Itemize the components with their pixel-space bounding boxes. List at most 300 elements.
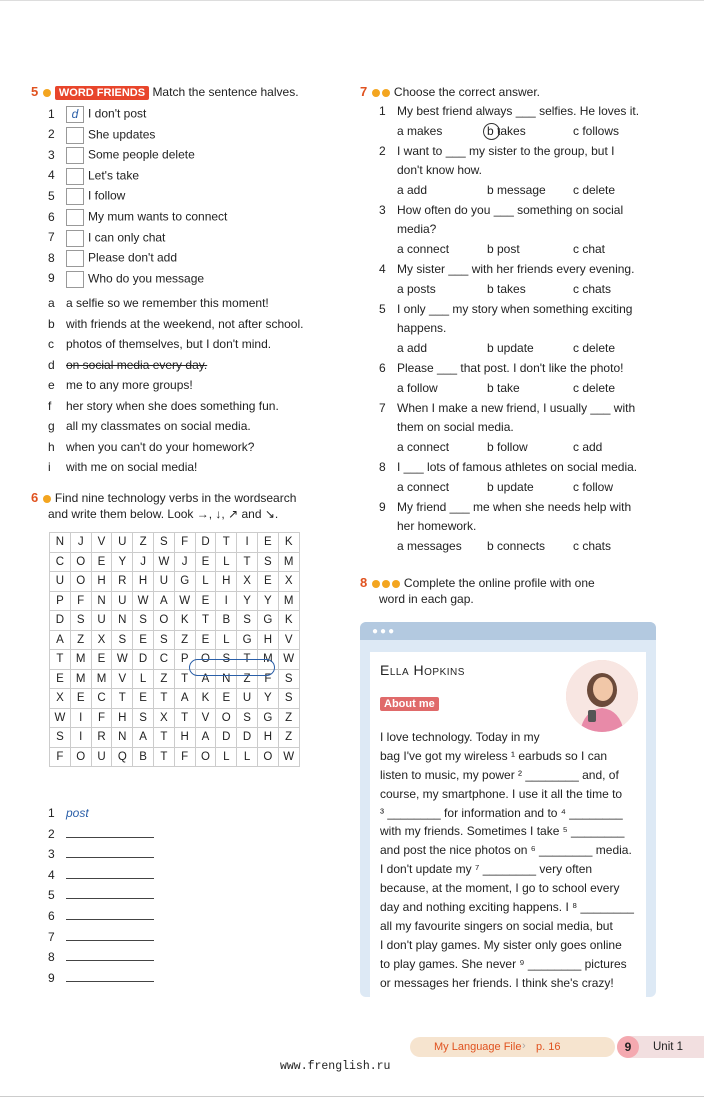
- answer-option[interactable]: b takes: [487, 282, 526, 296]
- answer-line: [48, 909, 154, 923]
- profile-name: Ella Hopkins: [380, 662, 465, 678]
- ending-item: [48, 317, 303, 331]
- grid-cell[interactable]: W: [112, 650, 133, 670]
- grid-cell[interactable]: L: [195, 572, 216, 592]
- item-number: 1: [48, 106, 55, 121]
- question-line: My best friend always ___ selfies. He loves it.: [397, 104, 640, 118]
- answer-box[interactable]: [66, 250, 84, 267]
- answer-blank[interactable]: [66, 868, 154, 879]
- grid-cell[interactable]: S: [50, 728, 71, 748]
- question-text: [379, 104, 639, 118]
- grid-cell[interactable]: E: [50, 669, 71, 689]
- answer-option[interactable]: c delete: [573, 183, 616, 197]
- ending-item: [48, 419, 251, 433]
- answer-blank[interactable]: [66, 950, 154, 961]
- question-number: 6: [379, 361, 386, 375]
- bottom-divider: [0, 1096, 704, 1097]
- grid-cell[interactable]: T: [112, 689, 133, 709]
- grid-cell[interactable]: V: [278, 630, 299, 650]
- ending-letter: f: [48, 398, 52, 413]
- item-text: My mum wants to connect: [88, 209, 228, 224]
- grid-cell[interactable]: D: [195, 533, 216, 553]
- grid-row: [50, 630, 300, 650]
- question-number: 4: [379, 262, 386, 276]
- grid-cell[interactable]: K: [278, 611, 299, 631]
- grid-cell[interactable]: W: [278, 650, 299, 670]
- grid-cell[interactable]: P: [174, 650, 195, 670]
- grid-cell[interactable]: T: [174, 669, 195, 689]
- grid-cell[interactable]: U: [153, 572, 174, 592]
- grid-cell[interactable]: S: [153, 630, 174, 650]
- grid-cell[interactable]: T: [153, 689, 174, 709]
- grid-cell[interactable]: Y: [257, 689, 278, 709]
- answer-number: 5: [48, 888, 55, 903]
- ending-item: [48, 460, 197, 474]
- question-line: I ___ lots of famous athletes on social media.: [397, 460, 638, 474]
- profile-text-line: with my friends. Sometimes I take ⁵ ________: [380, 824, 625, 839]
- question-line: I only ___ my story when something exciting: [397, 302, 633, 316]
- grid-cell[interactable]: N: [91, 591, 112, 611]
- answer-line: [48, 827, 154, 841]
- language-file-ref: My Language File › p. 16: [410, 1037, 615, 1057]
- grid-cell[interactable]: I: [216, 591, 237, 611]
- grid-cell[interactable]: H: [216, 572, 237, 592]
- answer-line: [48, 868, 154, 882]
- ending-letter: i: [48, 460, 51, 474]
- grid-cell[interactable]: A: [50, 630, 71, 650]
- ending-text: with me on social media!: [66, 460, 198, 474]
- grid-cell[interactable]: T: [50, 650, 71, 670]
- grid-cell[interactable]: M: [70, 650, 91, 670]
- ending-item: [48, 296, 269, 310]
- answer-option[interactable]: a connect: [397, 480, 450, 494]
- grid-cell[interactable]: Z: [174, 630, 195, 650]
- grid-cell[interactable]: S: [278, 689, 299, 709]
- grid-cell[interactable]: S: [70, 611, 91, 631]
- grid-cell[interactable]: E: [195, 630, 216, 650]
- grid-cell[interactable]: H: [112, 708, 133, 728]
- top-divider: [0, 0, 704, 1]
- difficulty-dot-icon: [392, 580, 400, 588]
- answer-box[interactable]: [66, 209, 84, 226]
- wordsearch-grid: [49, 532, 300, 767]
- item-number: 8: [48, 250, 55, 265]
- grid-cell[interactable]: N: [112, 728, 133, 748]
- difficulty-dot-icon: [372, 580, 380, 588]
- grid-row: [50, 728, 300, 748]
- grid-cell[interactable]: V: [91, 533, 112, 553]
- match-item: [48, 230, 165, 247]
- answer-blank[interactable]: [66, 888, 154, 899]
- grid-cell[interactable]: P: [50, 591, 71, 611]
- grid-cell[interactable]: G: [237, 630, 258, 650]
- answer-option[interactable]: c follows: [573, 124, 620, 138]
- grid-cell[interactable]: F: [91, 708, 112, 728]
- profile-text-line: I don't update my ⁷ ________ very often: [380, 862, 593, 877]
- grid-cell[interactable]: X: [237, 572, 258, 592]
- grid-cell[interactable]: Y: [257, 591, 278, 611]
- difficulty-dot-icon: [382, 580, 390, 588]
- grid-row: [50, 552, 300, 572]
- answer-option[interactable]: c follow: [573, 480, 614, 494]
- ending-text: her story when she does something fun.: [66, 398, 279, 413]
- answer-option[interactable]: a messages: [397, 539, 462, 553]
- grid-cell[interactable]: A: [133, 728, 154, 748]
- answer-blank[interactable]: [66, 827, 154, 838]
- answer-number: 9: [48, 970, 55, 985]
- exercise-instruction: Choose the correct answer.: [393, 85, 540, 99]
- profile-text: [380, 728, 646, 992]
- grid-cell[interactable]: T: [153, 747, 174, 767]
- ending-text: with friends at the weekend, not after school.: [66, 316, 304, 331]
- grid-cell[interactable]: I: [237, 533, 258, 553]
- grid-cell[interactable]: J: [174, 552, 195, 572]
- grid-cell[interactable]: H: [91, 572, 112, 592]
- grid-cell[interactable]: M: [70, 669, 91, 689]
- grid-cell[interactable]: W: [153, 552, 174, 572]
- question-text: [379, 262, 634, 276]
- grid-cell[interactable]: J: [133, 552, 154, 572]
- grid-cell[interactable]: V: [112, 669, 133, 689]
- grid-cell[interactable]: E: [133, 689, 154, 709]
- grid-cell[interactable]: A: [174, 689, 195, 709]
- difficulty-dot-icon: [372, 89, 380, 97]
- grid-cell[interactable]: Z: [153, 669, 174, 689]
- grid-cell[interactable]: N: [112, 611, 133, 631]
- grid-cell[interactable]: I: [70, 728, 91, 748]
- answer-number: 7: [48, 929, 55, 944]
- grid-cell[interactable]: M: [278, 552, 299, 572]
- grid-cell[interactable]: O: [70, 572, 91, 592]
- grid-cell[interactable]: A: [153, 591, 174, 611]
- grid-cell[interactable]: D: [216, 728, 237, 748]
- grid-cell[interactable]: C: [50, 552, 71, 572]
- grid-cell[interactable]: O: [70, 552, 91, 572]
- grid-cell[interactable]: W: [174, 591, 195, 611]
- difficulty-dot-icon: [43, 89, 51, 97]
- question-number: 3: [379, 203, 386, 217]
- grid-cell[interactable]: M: [257, 650, 278, 670]
- grid-cell[interactable]: S: [216, 650, 237, 670]
- exercise-instruction: Find nine technology verbs in the wordsearch: [54, 491, 297, 505]
- grid-row: [50, 747, 300, 767]
- answer-number: 3: [48, 847, 55, 862]
- profile-text-line: all my favourite singers on social media, but: [380, 918, 613, 933]
- grid-cell[interactable]: U: [50, 572, 71, 592]
- grid-cell[interactable]: F: [174, 533, 195, 553]
- grid-cell[interactable]: E: [133, 630, 154, 650]
- answer-box[interactable]: [66, 230, 84, 247]
- item-text: Who do you message: [88, 271, 205, 286]
- item-number: 9: [48, 271, 55, 286]
- answer-line: [48, 950, 154, 964]
- item-text: I don't post: [88, 106, 147, 121]
- grid-cell[interactable]: B: [216, 611, 237, 631]
- profile-text-line: ³ ________ for information and to ⁴ ________: [380, 805, 623, 820]
- profile-text-line: I don't play games. My sister only goes online: [380, 937, 622, 952]
- question-number: 9: [379, 500, 386, 514]
- grid-row: [50, 591, 300, 611]
- answer-option[interactable]: c add: [573, 440, 603, 454]
- answer-blank[interactable]: [66, 971, 154, 982]
- grid-cell[interactable]: K: [174, 611, 195, 631]
- answer-option[interactable]: b takes: [487, 124, 526, 138]
- grid-cell[interactable]: T: [237, 552, 258, 572]
- answer-option[interactable]: c delete: [573, 381, 616, 395]
- grid-cell[interactable]: N: [216, 669, 237, 689]
- grid-cell[interactable]: X: [278, 572, 299, 592]
- grid-cell[interactable]: I: [70, 708, 91, 728]
- question-text: [379, 460, 637, 474]
- answer-line: [48, 806, 89, 820]
- grid-cell[interactable]: H: [174, 728, 195, 748]
- grid-cell[interactable]: S: [153, 533, 174, 553]
- grid-cell[interactable]: E: [257, 533, 278, 553]
- ending-letter: h: [48, 439, 55, 454]
- grid-cell[interactable]: F: [174, 747, 195, 767]
- answer-blank[interactable]: [66, 847, 154, 858]
- grid-cell[interactable]: K: [195, 689, 216, 709]
- grid-cell[interactable]: Z: [278, 708, 299, 728]
- difficulty-dot-icon: [43, 495, 51, 503]
- grid-cell[interactable]: X: [153, 708, 174, 728]
- answer-number: 1: [48, 806, 55, 820]
- grid-cell[interactable]: V: [195, 708, 216, 728]
- profile-text-line: to play games. She never ⁹ ________ pictures: [380, 956, 627, 971]
- grid-cell[interactable]: X: [91, 630, 112, 650]
- grid-cell[interactable]: Z: [237, 669, 258, 689]
- answer-box[interactable]: d: [66, 106, 84, 123]
- grid-row: [50, 533, 300, 553]
- grid-cell[interactable]: G: [257, 611, 278, 631]
- grid-cell[interactable]: N: [50, 533, 71, 553]
- grid-cell[interactable]: K: [278, 533, 299, 553]
- grid-cell[interactable]: M: [91, 669, 112, 689]
- answer-option[interactable]: b follow: [487, 440, 528, 454]
- match-item: [48, 250, 177, 267]
- grid-cell[interactable]: Z: [133, 533, 154, 553]
- answer-blank[interactable]: [66, 930, 154, 941]
- answer-option[interactable]: b connects: [487, 539, 546, 553]
- grid-cell[interactable]: C: [153, 650, 174, 670]
- grid-cell[interactable]: O: [195, 650, 216, 670]
- match-item: [48, 127, 155, 144]
- ending-letter: g: [48, 419, 55, 433]
- grid-cell[interactable]: X: [50, 689, 71, 709]
- question-number: 2: [379, 144, 386, 158]
- question-text: [379, 401, 635, 415]
- grid-row: [50, 611, 300, 631]
- exercise-6-heading: [31, 490, 296, 505]
- grid-cell[interactable]: W: [133, 591, 154, 611]
- item-text: Let's take: [88, 168, 139, 183]
- grid-cell[interactable]: G: [257, 708, 278, 728]
- match-item: [48, 209, 227, 226]
- answer-option[interactable]: a posts: [397, 282, 436, 296]
- grid-cell[interactable]: O: [195, 747, 216, 767]
- grid-cell[interactable]: O: [70, 747, 91, 767]
- grid-cell[interactable]: U: [112, 533, 133, 553]
- selected-option-circle: [483, 123, 500, 140]
- grid-cell[interactable]: U: [91, 611, 112, 631]
- answer-box[interactable]: [66, 188, 84, 205]
- grid-cell[interactable]: S: [237, 611, 258, 631]
- grid-cell[interactable]: L: [216, 630, 237, 650]
- answer-option[interactable]: b message: [487, 183, 546, 197]
- grid-cell[interactable]: S: [133, 708, 154, 728]
- profile-card: [360, 622, 656, 997]
- grid-cell[interactable]: G: [174, 572, 195, 592]
- grid-cell[interactable]: E: [91, 650, 112, 670]
- grid-cell[interactable]: J: [70, 533, 91, 553]
- grid-cell[interactable]: E: [216, 689, 237, 709]
- grid-cell[interactable]: L: [216, 552, 237, 572]
- grid-cell[interactable]: S: [133, 611, 154, 631]
- exercise-8-heading: [360, 575, 595, 590]
- unit-tab: [617, 1036, 704, 1058]
- grid-cell[interactable]: O: [257, 747, 278, 767]
- exercise-instruction: Complete the online profile with one: [403, 576, 595, 590]
- profile-text-line: listen to music, my power ² ________ and, of: [380, 767, 619, 782]
- exercise-instruction: Match the sentence halves.: [152, 85, 299, 99]
- answer-option[interactable]: a makes: [397, 124, 443, 138]
- grid-cell[interactable]: S: [278, 669, 299, 689]
- answer-option[interactable]: a connect: [397, 440, 450, 454]
- grid-row: [50, 572, 300, 592]
- answer-blank[interactable]: [66, 909, 154, 920]
- answer-value[interactable]: post: [66, 806, 89, 820]
- grid-cell[interactable]: F: [70, 591, 91, 611]
- grid-cell[interactable]: H: [257, 728, 278, 748]
- answer-box[interactable]: [66, 271, 84, 288]
- grid-cell[interactable]: L: [133, 669, 154, 689]
- answer-option[interactable]: b post: [487, 242, 520, 256]
- grid-cell[interactable]: O: [153, 611, 174, 631]
- grid-cell[interactable]: Z: [70, 630, 91, 650]
- item-number: 4: [48, 168, 55, 183]
- exercise-instruction-cont: and write them below. Look →, ↓, ↗ and ↘.: [48, 507, 279, 521]
- grid-cell[interactable]: L: [237, 747, 258, 767]
- answer-option[interactable]: a add: [397, 341, 428, 355]
- grid-cell[interactable]: T: [216, 533, 237, 553]
- item-text: Some people delete: [88, 147, 195, 162]
- grid-cell[interactable]: Y: [237, 591, 258, 611]
- grid-cell[interactable]: S: [257, 552, 278, 572]
- question-line: My sister ___ with her friends every evening.: [397, 262, 635, 276]
- answer-number: 8: [48, 950, 55, 965]
- question-text: [397, 222, 436, 236]
- question-line: Please ___ that post. I don't like the photo!: [397, 361, 624, 375]
- ending-text: photos of themselves, but I don't mind.: [66, 337, 272, 351]
- grid-cell[interactable]: E: [70, 689, 91, 709]
- item-text: I follow: [88, 189, 126, 204]
- grid-cell[interactable]: A: [195, 669, 216, 689]
- profile-content: [370, 652, 646, 997]
- grid-cell[interactable]: R: [112, 572, 133, 592]
- grid-cell[interactable]: S: [112, 630, 133, 650]
- grid-cell[interactable]: D: [50, 611, 71, 631]
- answer-box[interactable]: [66, 147, 84, 164]
- question-number: 7: [379, 401, 386, 415]
- question-text: [379, 361, 623, 375]
- grid-cell[interactable]: U: [237, 689, 258, 709]
- answer-option[interactable]: b take: [487, 381, 520, 395]
- grid-cell[interactable]: F: [50, 747, 71, 767]
- grid-cell[interactable]: H: [133, 572, 154, 592]
- ending-letter: b: [48, 316, 55, 331]
- grid-cell[interactable]: R: [91, 728, 112, 748]
- answer-option[interactable]: c chat: [573, 242, 606, 256]
- grid-cell[interactable]: Y: [112, 552, 133, 572]
- grid-cell[interactable]: E: [91, 552, 112, 572]
- answer-box[interactable]: [66, 127, 84, 144]
- grid-cell[interactable]: A: [195, 728, 216, 748]
- answer-box[interactable]: [66, 168, 84, 185]
- grid-cell[interactable]: F: [257, 669, 278, 689]
- grid-cell[interactable]: S: [237, 708, 258, 728]
- grid-cell[interactable]: U: [91, 747, 112, 767]
- grid-cell[interactable]: W: [50, 708, 71, 728]
- grid-cell[interactable]: U: [112, 591, 133, 611]
- answer-line: [48, 888, 154, 902]
- exercise-number: 7: [360, 84, 368, 99]
- answer-option[interactable]: a follow: [397, 381, 438, 395]
- grid-cell[interactable]: B: [133, 747, 154, 767]
- question-line: When I make a new friend, I usually ___ with: [397, 401, 636, 415]
- grid-row: [50, 708, 300, 728]
- grid-cell[interactable]: Z: [278, 728, 299, 748]
- question-number: 5: [379, 302, 386, 316]
- grid-cell[interactable]: D: [133, 650, 154, 670]
- question-line: I want to ___ my sister to the group, but I: [397, 144, 615, 158]
- answer-option[interactable]: c chats: [573, 539, 612, 553]
- profile-text-line: course, my smartphone. I use it all the time to: [380, 786, 623, 801]
- grid-cell[interactable]: T: [153, 728, 174, 748]
- grid-cell[interactable]: O: [216, 708, 237, 728]
- profile-text-line: because, at the moment, I go to school every: [380, 881, 620, 896]
- grid-cell[interactable]: E: [257, 572, 278, 592]
- grid-cell[interactable]: D: [237, 728, 258, 748]
- grid-cell[interactable]: H: [257, 630, 278, 650]
- answer-option[interactable]: c delete: [573, 341, 616, 355]
- answer-line: [48, 930, 154, 944]
- grid-cell[interactable]: L: [216, 747, 237, 767]
- grid-cell[interactable]: T: [195, 611, 216, 631]
- ending-text: all my classmates on social media.: [66, 419, 251, 433]
- exercise-7-heading: [360, 84, 540, 99]
- answer-option[interactable]: b update: [487, 341, 534, 355]
- answer-option[interactable]: b update: [487, 480, 534, 494]
- grid-cell[interactable]: C: [91, 689, 112, 709]
- answer-option[interactable]: a connect: [397, 242, 450, 256]
- question-text: [379, 144, 614, 158]
- grid-cell[interactable]: E: [195, 552, 216, 572]
- grid-cell[interactable]: M: [278, 591, 299, 611]
- grid-cell[interactable]: T: [174, 708, 195, 728]
- profile-avatar: [566, 660, 638, 732]
- grid-cell[interactable]: W: [278, 747, 299, 767]
- answer-option[interactable]: c chats: [573, 282, 612, 296]
- window-dots-icon: ●●●: [372, 626, 397, 637]
- grid-cell[interactable]: Q: [112, 747, 133, 767]
- unit-label: Unit 1: [653, 1041, 684, 1053]
- exercise-number: 8: [360, 575, 368, 590]
- question-number: 8: [379, 460, 386, 474]
- answer-option[interactable]: a add: [397, 183, 428, 197]
- question-text: [397, 163, 482, 177]
- grid-cell[interactable]: T: [237, 650, 258, 670]
- grid-cell[interactable]: E: [195, 591, 216, 611]
